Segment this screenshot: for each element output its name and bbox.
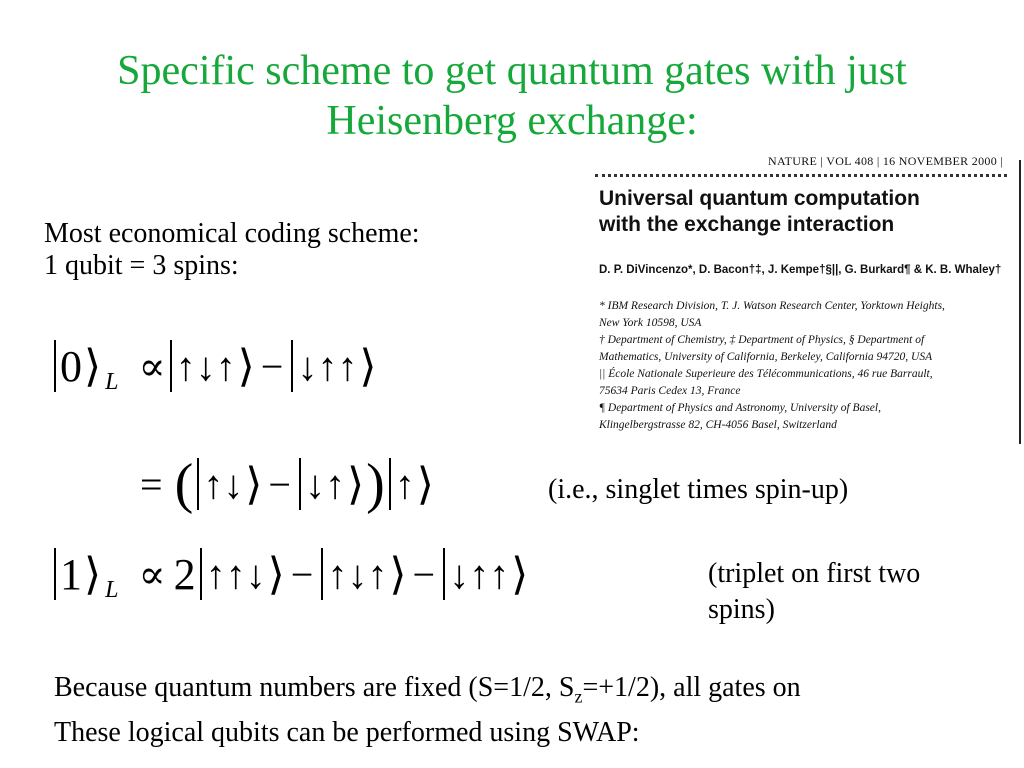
subscript-z: z	[574, 686, 583, 707]
minus-sign: −	[268, 461, 291, 507]
proportional-symbol: ∝	[138, 343, 166, 389]
ket-bar	[197, 458, 199, 510]
paper-title	[599, 186, 999, 238]
slide-title-line1: Specific scheme to get quantum gates with just	[117, 48, 907, 94]
bottom-line1-pre: Because quantum numbers are fixed (S=1/2, S	[54, 672, 575, 703]
ket-content: ↓↑↑	[449, 551, 510, 597]
ket-content: ↑↑↓	[205, 551, 266, 597]
bottom-line1	[54, 670, 801, 715]
ket-bar	[443, 548, 445, 600]
proportional-symbol: ∝	[138, 551, 166, 597]
subscript-l: L	[105, 576, 119, 603]
bottom-text	[54, 670, 801, 751]
ket-close: ⟩	[84, 341, 102, 391]
paper-masthead: NATURE | VOL 408 | 16 NOVEMBER 2000 |	[768, 154, 1003, 168]
coefficient: 2	[173, 549, 196, 599]
ket-close: ⟩	[267, 549, 285, 599]
paper-title-line2: with the exchange interaction	[599, 213, 895, 236]
singlet-note: (i.e., singlet times spin-up)	[548, 474, 849, 505]
ket-bar	[321, 548, 323, 600]
ket-bar	[54, 340, 56, 392]
affiliation-line: New York 10598, USA	[599, 317, 702, 329]
ket-bar	[389, 458, 391, 510]
ket-close: ⟩	[389, 549, 407, 599]
ket-bar	[54, 548, 56, 600]
triplet-note	[708, 556, 920, 628]
affiliation-line: Klingelbergstrasse 82, CH-4056 Basel, Switzerland	[599, 419, 837, 431]
ket-bar	[170, 340, 172, 392]
ket-close: ⟩	[359, 341, 377, 391]
equation-zero-logical	[52, 340, 377, 395]
triplet-note-line1: (triplet on first two	[708, 558, 921, 589]
equals-sign: =	[140, 461, 163, 507]
ket-close: ⟩	[84, 549, 102, 599]
bottom-line1-post: =+1/2), all gates on	[582, 672, 801, 703]
slide-title-line2: Heisenberg exchange:	[326, 98, 698, 144]
triplet-note-line2: spins)	[708, 594, 775, 625]
ket-label: 1	[60, 549, 82, 599]
equation-one-logical	[52, 548, 529, 603]
affiliation-line: 75634 Paris Cedex 13, France	[599, 385, 741, 397]
ket-content: ↑	[394, 461, 415, 507]
minus-sign: −	[290, 551, 314, 597]
minus-sign: −	[260, 343, 284, 389]
paper-authors: D. P. DiVincenzo*, D. Bacon†‡, J. Kempe†§||, G. Burkard¶ & K. B. Whaley†	[599, 264, 1002, 276]
paper-title-line1: Universal quantum computation	[599, 187, 920, 210]
affiliation-line: Mathematics, University of California, Berkeley, California 94720, USA	[599, 351, 933, 363]
ket-close: ⟩	[346, 459, 365, 509]
affiliation-line: * IBM Research Division, T. J. Watson Research Center, Yorktown Heights,	[599, 300, 945, 312]
ket-content: ↑↓	[203, 461, 244, 507]
dotted-divider	[595, 174, 1007, 177]
ket-close: ⟩	[245, 459, 263, 509]
ket-bar	[291, 340, 293, 392]
slide-title	[0, 46, 1024, 146]
paper-affiliations	[599, 298, 1004, 434]
minus-sign: −	[412, 551, 436, 597]
affiliation-line: † Department of Chemistry, ‡ Department of Physics, § Department of	[599, 334, 925, 346]
ket-label: 0	[60, 341, 82, 391]
paper-clipping	[585, 150, 1021, 440]
ket-close: ⟩	[237, 341, 255, 391]
ket-content: ↓↑↑	[297, 343, 358, 389]
ket-content: ↑↓↑	[327, 551, 388, 597]
open-paren: (	[174, 453, 194, 515]
bottom-line2: These logical qubits can be performed using SWAP:	[54, 716, 640, 748]
intro-text	[44, 218, 420, 282]
intro-line2: 1 qubit = 3 spins:	[44, 250, 239, 281]
affiliation-line: || École Nationale Superieure des Télécommunications, 46 rue Barrault,	[599, 368, 933, 380]
clipping-edge	[1019, 160, 1021, 444]
affiliation-line: ¶ Department of Physics and Astronomy, University of Basel,	[599, 402, 881, 414]
close-paren: )	[366, 453, 385, 515]
ket-bar	[200, 548, 202, 600]
equation-singlet-form	[140, 452, 434, 516]
ket-close: ⟩	[416, 459, 434, 509]
ket-content: ↓↑	[304, 461, 345, 507]
intro-line1: Most economical coding scheme:	[44, 218, 420, 249]
ket-close: ⟩	[511, 549, 529, 599]
ket-content: ↑↓↑	[175, 343, 236, 389]
subscript-l: L	[105, 368, 119, 395]
ket-bar	[299, 458, 301, 510]
